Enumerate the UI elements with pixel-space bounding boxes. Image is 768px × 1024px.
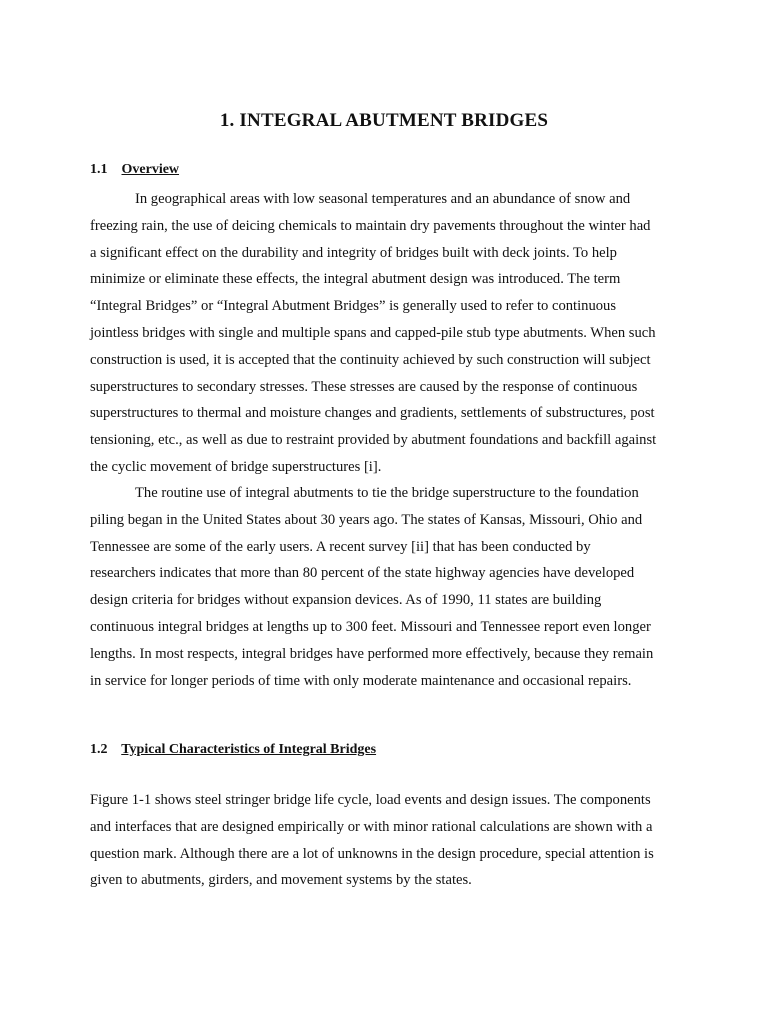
text-line: researchers indicates that more than 80 percent of the state highway agencies have developed — [90, 565, 635, 582]
text-line: freezing rain, the use of deicing chemicals to maintain dry pavements throughout the winter had — [90, 217, 651, 234]
text-line: minimize or eliminate these effects, the integral abutment design was introduced. The term — [90, 271, 621, 288]
text-line: Tennessee are some of the early users. A recent survey [ii] that has been conducted by — [90, 538, 591, 555]
text-line: tensioning, etc., as well as due to restraint provided by abutment foundations and backfill against — [90, 432, 657, 449]
text-line: continuous integral bridges at lengths up to 300 feet. Missouri and Tennessee report even longer — [90, 618, 651, 635]
section-heading-typical-characteristics — [90, 740, 376, 760]
text-line: jointless bridges with single and multiple spans and capped-pile stub type abutments. When such — [90, 324, 656, 341]
text-line: construction is used, it is accepted that the continuity achieved by such construction will subject — [90, 351, 651, 368]
text-line: the cyclic movement of bridge superstructures [i]. — [90, 458, 382, 475]
text-line: lengths. In most respects, integral bridges have performed more effectively, because they remain — [90, 645, 654, 662]
text-line: In geographical areas with low seasonal temperatures and an abundance of snow and — [135, 191, 631, 207]
section-number: 1.1 — [90, 162, 108, 177]
section-number: 1.2 — [90, 742, 108, 757]
chapter-title: 1. INTEGRAL ABUTMENT BRIDGES — [219, 110, 549, 131]
paragraph-overview-2 — [90, 480, 684, 694]
paragraph-overview-1 — [90, 186, 684, 481]
section-heading-overview — [90, 160, 179, 180]
text-line: superstructures to thermal and moisture changes and gradients, settlements of substructures, post — [90, 405, 655, 422]
text-line: question mark. Although there are a lot of unknowns in the design procedure, special attention is — [90, 845, 654, 862]
text-line: piling began in the United States about 30 years ago. The states of Kansas, Missouri, Ohio and — [90, 511, 643, 528]
text-line: The routine use of integral abutments to tie the bridge superstructure to the foundation — [135, 485, 639, 501]
text-line: given to abutments, girders, and movement systems by the states. — [90, 872, 472, 889]
section-title: Typical Characteristics of Integral Bridges — [121, 742, 377, 757]
text-line: a significant effect on the durability and integrity of bridges built with deck joints. To help — [90, 244, 617, 261]
text-line: in service for longer periods of time with only moderate maintenance and occasional repairs. — [90, 672, 632, 689]
paragraph-typical-characteristics — [90, 787, 684, 894]
text-line: Figure 1-1 shows steel stringer bridge life cycle, load events and design issues. The components — [90, 792, 651, 808]
text-line: “Integral Bridges” or “Integral Abutment Bridges” is generally used to refer to continuous — [90, 298, 617, 315]
text-line: superstructures to secondary stresses. These stresses are caused by the response of continuous — [90, 378, 638, 395]
section-title: Overview — [121, 162, 180, 177]
text-line: design criteria for bridges without expansion devices. As of 1990, 11 states are building — [90, 592, 602, 609]
text-line: and interfaces that are designed empirically or with minor rational calculations are shown with a — [90, 818, 653, 835]
